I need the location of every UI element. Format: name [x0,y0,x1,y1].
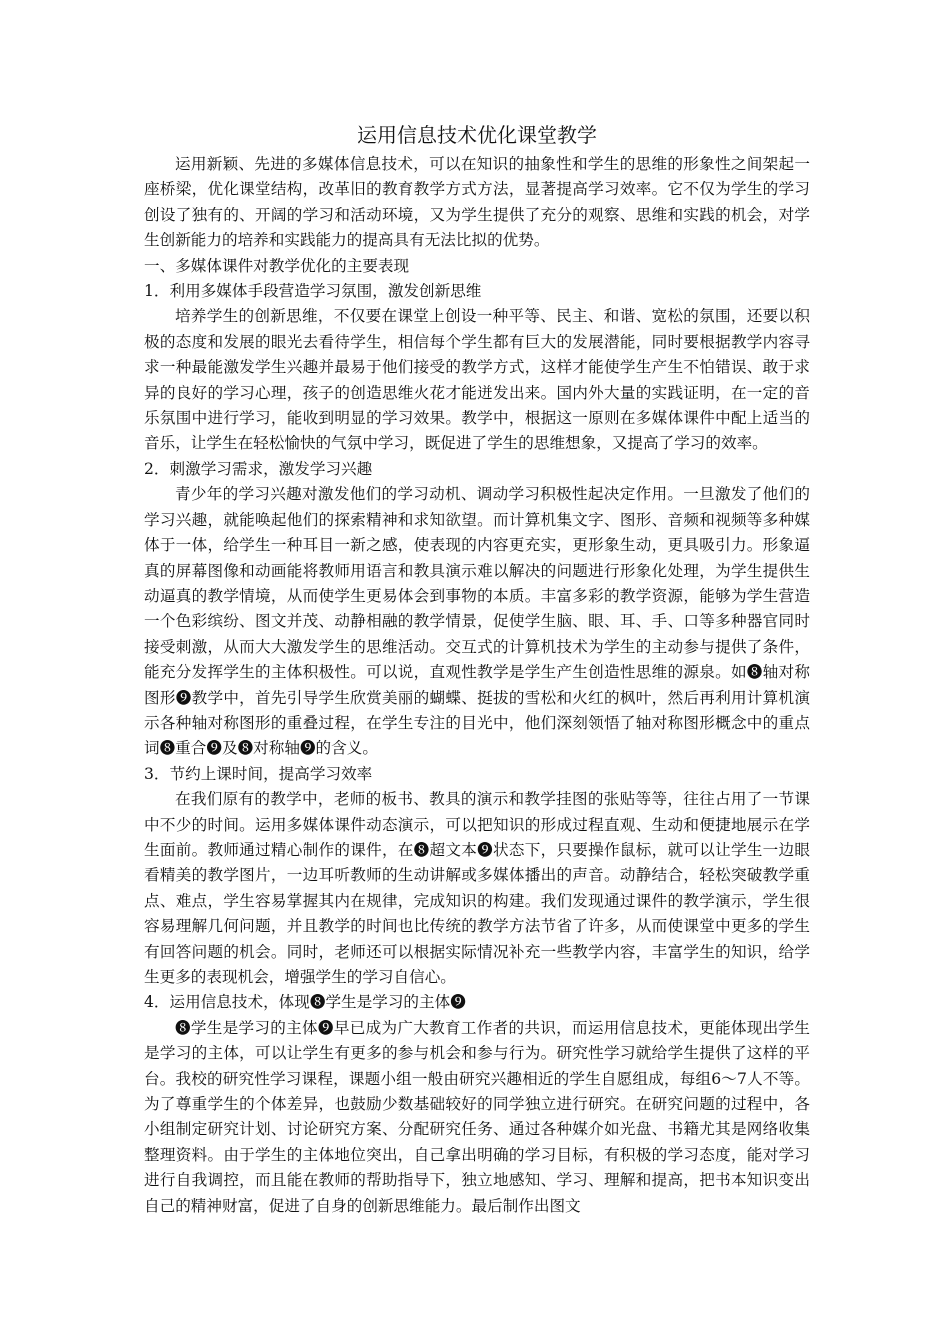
subheading-4: 4．运用信息技术，体现❽学生是学习的主体❾ [144,993,466,1012]
paragraph-3: 在我们原有的教学中，老师的板书、教具的演示和教学挂图的张贴等等，往往占用了一节课中不少的时间。运用多媒体课件动态演示，可以把知识的形成过程直观、生动和便捷地展示在学生面前。教师通过精心制作的课件，在❽超文本❾状态下，只要操作鼠标，就可以让学生一边眼看精美的教学图片，一边耳听教师的生动讲解或多媒体播出的声音。动静结合，轻松突破教学重点、难点，学生容易掌握其内在规律，完成知识的构建。我们发现通过课件的教学演示，学生很容易理解几何问题，并且教学的时间也比传统的教学方法节省了许多，从而使课堂中更多的学生有回答问题的机会。同时，老师还可以根据实际情况补充一些教学内容，丰富学生的知识，给学生更多的表现机会，增强学生的学习自信心。 [144,790,810,986]
subheading-1: 1．利用多媒体手段营造学习氛围，激发创新思维 [144,282,482,301]
document-title: 运用信息技术优化课堂教学 [357,123,597,147]
intro-paragraph: 运用新颖、先进的多媒体信息技术，可以在知识的抽象性和学生的思维的形象性之间架起一座桥梁，优化课堂结构，改革旧的教育教学方式方法，显著提高学习效率。它不仅为学生的学习创设了独有的、开阔的学习和活动环境，又为学生提供了充分的观察、思维和实践的机会，对学生创新能力的培养和实践能力的提高具有无法比拟的优势。 [144,155,810,250]
section-heading-1: 一、多媒体课件对教学优化的主要表现 [144,256,410,275]
paragraph-4: ❽学生是学习的主体❾早已成为广大教育工作者的共识，而运用信息技术，更能体现出学生是学习的主体，可以让学生有更多的参与机会和参与行为。研究性学习就给学生提供了这样的平台。我校的研究性学习课程，课题小组一般由研究兴趣相近的学生自愿组成，每组6～7人不等。为了尊重学生的个体差异，也鼓励少数基础较好的同学独立进行研究。在研究问题的过程中，各小组制定研究计划、讨论研究方案、分配研究任务、通过各种媒介如光盘、书籍尤其是网络收集整理资料。由于学生的主体地位突出，自己拿出明确的学习目标，有积极的学习态度，能对学习进行自我调控，而且能在教师的帮助指导下，独立地感知、学习、理解和提高，把书本知识变出自己的精神财富，促进了自身的创新思维能力。最后制作出图文 [144,1018,810,1215]
document-page [144,118,810,1219]
subheading-2: 2．刺激学习需求，激发学习兴趣 [144,459,373,478]
paragraph-1: 培养学生的创新思维，不仅要在课堂上创设一种平等、民主、和谐、宽松的氛围，还要以积极的态度和发展的眼光去看待学生，相信每个学生都有巨大的发展潜能，同时要根据教学内容寻求一种最能激发学生兴趣并最易于他们接受的教学方式，这样才能使学生产生不怕错误、敢于求异的良好的学习心理，孩子的创造思维火花才能迸发出来。国内外大量的实践证明，在一定的音乐氛围中进行学习，能收到明显的学习效果。教学中，根据这一原则在多媒体课件中配上适当的音乐，让学生在轻松愉快的气氛中学习，既促进了学生的思维想象，又提高了学习的效率。 [144,307,810,453]
paragraph-2: 青少年的学习兴趣对激发他们的学习动机、调动学习积极性起决定作用。一旦激发了他们的学习兴趣，就能唤起他们的探索精神和求知欲望。而计算机集文字、图形、音频和视频等多种媒体于一体，给学生一种耳目一新之感，使表现的内容更充实，更形象生动，更具吸引力。形象逼真的屏幕图像和动画能将教师用语言和教具演示难以解决的问题进行形象化处理，为学生提供生动逼真的教学情境，从而使学生更易体会到事物的本质。丰富多彩的教学资源，能够为学生营造一个色彩缤纷、图文并茂、动静相融的教学情景，促使学生脑、眼、耳、手、口等多种器官同时接受刺激，从而大大激发学生的思维活动。交互式的计算机技术为学生的主动参与提供了条件，能充分发挥学生的主体积极性。可以说，直观性教学是学生产生创造性思维的源泉。如❽轴对称图形❾教学中，首先引导学生欣赏美丽的蝴蝶、挺拔的雪松和火红的枫叶，然后再利用计算机演示各种轴对称图形的重叠过程，在学生专注的目光中，他们深刻领悟了轴对称图形概念中的重点词❽重合❾及❽对称轴❾的含义。 [144,485,810,758]
subheading-3: 3．节约上课时间，提高学习效率 [144,764,373,783]
